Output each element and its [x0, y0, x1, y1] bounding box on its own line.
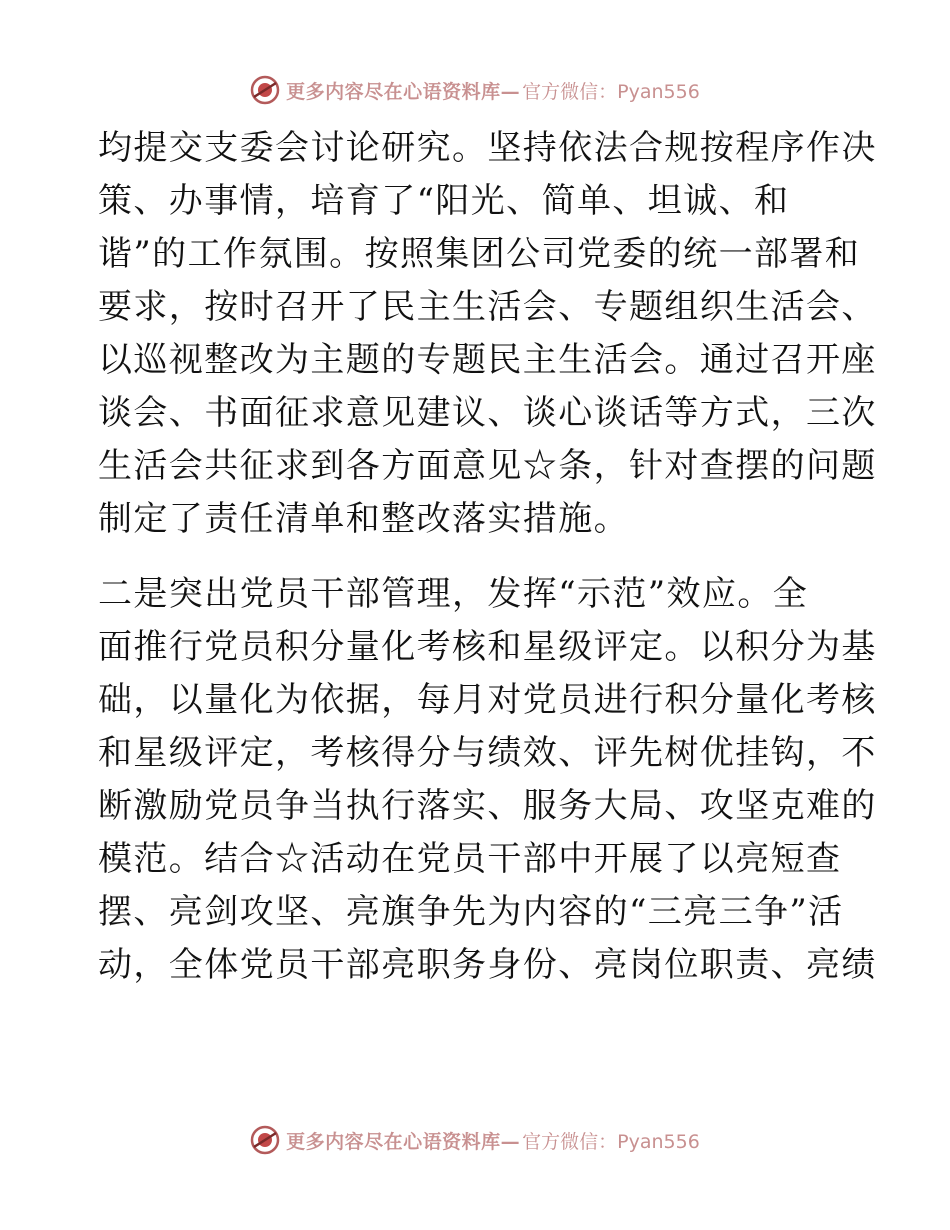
text-line: 制定了责任清单和整改落实措施。 [98, 499, 629, 539]
footer-brand-text: 更多内容尽在心语资料库— [286, 1130, 521, 1153]
header-wechat-text: 官方微信：Pyan556 [522, 80, 700, 103]
header-watermark [0, 70, 950, 110]
paragraph-1 [98, 122, 877, 546]
text-line: 以巡视整改为主题的专题民主生活会。通过召开座 [98, 340, 877, 380]
text-line: 模范。结合☆活动在党员干部中开展了以亮短查 [98, 839, 842, 879]
text-line: 二是突出党员干部管理，发挥“示范”效应。全 [98, 574, 809, 614]
footer-wechat-text: 官方微信：Pyan556 [522, 1130, 700, 1153]
document-body [98, 122, 877, 992]
text-line: 和星级评定，考核得分与绩效、评先树优挂钩，不 [98, 733, 877, 773]
text-line: 谈会、书面征求意见建议、谈心谈话等方式，三次 [98, 393, 877, 433]
text-line: 要求，按时召开了民主生活会、专题组织生活会、 [98, 287, 877, 327]
logo-icon [250, 1125, 280, 1155]
text-line: 摆、亮剑攻坚、亮旗争先为内容的“三亮三争”活 [98, 892, 844, 932]
paragraph-2 [98, 568, 877, 992]
text-line: 策、办事情，培育了“阳光、简单、坦诚、和 [98, 181, 790, 221]
footer-watermark [0, 1120, 950, 1160]
text-line: 生活会共征求到各方面意见☆条，针对查摆的问题 [98, 446, 877, 486]
text-line: 谐”的工作氛围。按照集团公司党委的统一部署和 [98, 234, 861, 274]
text-line: 断激励党员争当执行落实、服务大局、攻坚克难的 [98, 786, 877, 826]
text-line: 面推行党员积分量化考核和星级评定。以积分为基 [98, 627, 877, 667]
header-brand-text: 更多内容尽在心语资料库— [286, 80, 521, 103]
text-line: 础，以量化为依据，每月对党员进行积分量化考核 [98, 680, 877, 720]
text-line: 均提交支委会讨论研究。坚持依法合规按程序作决 [98, 128, 877, 168]
logo-icon [250, 75, 280, 105]
text-line: 动，全体党员干部亮职务身份、亮岗位职责、亮绩 [98, 945, 877, 985]
